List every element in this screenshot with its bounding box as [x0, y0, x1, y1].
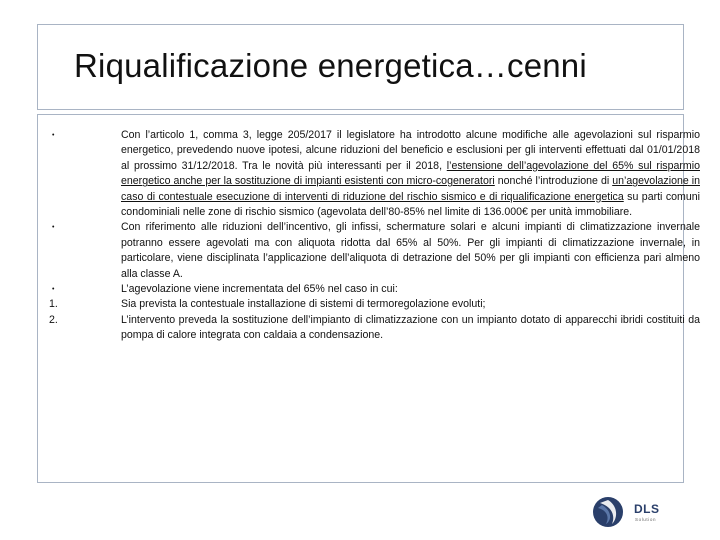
text-segment: L’intervento preveda la sostituzione dell’impianto di climatizzazione con un impianto dotato di apparecchi ibridi costituiti da pompa di calore integrata con caldaia a condensazione. [121, 313, 700, 342]
list-item [38, 313, 700, 344]
list-item-marker: 2. [49, 313, 58, 326]
list-item-text [121, 128, 700, 220]
title-box [37, 24, 684, 110]
list-item [38, 297, 685, 312]
list-item-text [121, 220, 700, 282]
list-item [38, 282, 685, 297]
text-segment: Con riferimento alle riduzioni dell’incentivo, gli infissi, schermature solari e alcuni impianti di climatizzazione invernale potranno essere agevolati ma con aliquota ridotta dal 65% al 50%. Per gli impianti di climatizzazione invernale, in particolare, viene disciplinata l’applicazione dell’aliquota di detrazione del 50% per gli impianti con efficienza pari almeno alla classe A. [121, 221, 700, 280]
list-item-marker: • [52, 132, 55, 139]
list-item-text [121, 297, 700, 312]
list-item [38, 128, 700, 220]
list-item-marker: 1. [49, 298, 58, 311]
emphasized-text: un’agevolazione in caso di contestuale esecuzione di interventi di riduzione del rischio sismico e di riqualificazione energetica [121, 175, 700, 203]
text-segment: nonché l’introduzione di [494, 175, 613, 188]
bullet-list [38, 128, 700, 344]
emphasized-text: l’estensione dell’agevolazione del 65% sul risparmio energetico anche per la sostituzione di impianti esistenti con micro-cogeneratori [121, 159, 700, 188]
slide-title: Riqualificazione energetica…cenni [74, 47, 587, 84]
list-item [38, 220, 700, 282]
list-item-text [121, 313, 700, 344]
text-segment: Sia prevista la contestuale installazione di sistemi di termoregolazione evoluti; [121, 298, 486, 311]
text-segment: su parti comuni condominiali nelle zone di rischio sismico (agevolata dell’80-85% nel limite di 136.000€ per unità immobiliare. [121, 190, 700, 219]
list-item-marker: • [52, 286, 55, 294]
text-segment: L’agevolazione viene incrementata del 65% nel caso in cui: [121, 283, 398, 296]
logo-wordmark: DLS [634, 502, 660, 516]
dls-logo-icon [590, 494, 630, 530]
list-item-marker: • [52, 224, 55, 232]
text-segment: Con l’articolo 1, comma 3, legge 205/2017 il legislatore ha introdotto alcune modifiche alle agevolazioni sul risparmio energetico, prevedendo nuove ipotesi, alcune riduzioni del beneficio e esclusioni per gli interventi effettuati dal 01/01/2018 al prossimo 31/12/2018. Tra le novità più interessanti per il 2018, [121, 129, 700, 172]
list-item-text [121, 282, 700, 297]
dls-logo [590, 494, 680, 530]
content-box [37, 114, 700, 483]
logo-subtitle: Solution [635, 517, 657, 522]
